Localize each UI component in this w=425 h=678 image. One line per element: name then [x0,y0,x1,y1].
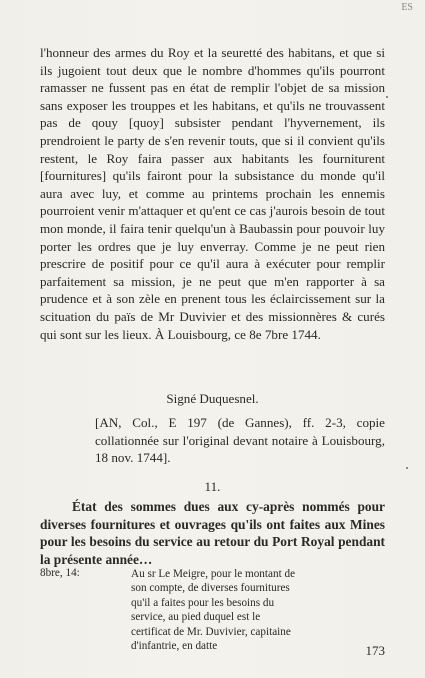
section-number: 11. [204,479,221,494]
archival-source-note: [AN, Col., E 197 (de Gannes), ff. 2-3, copie collationnée sur l'original devant notaire à Louisbourg, 18 nov. 1744]. [95,415,385,466]
letter-body-paragraph: l'honneur des armes du Roy et la seuretté des habitans, et que si ils jugoient tout deux que le nombre d'hommes qu'ils pourront ramasser ne fussent pas en état de remplir l'objet de sa mission sans exposer les trouppes et les habitans, et qu'ils ne trouvassent pas de qouy [quoy] subsister pendant l'hyvernement, ils prendroient le party de s'en revenir touts, que si il convient qu'ils restent, le Roy faira passer aux habitants les fourniturent [fournitures] qu'ils fairont pour la subsistance du monde qu'il aura avec luy, et comme au printems prochain les ennemis pourroient venir m'attaquer et qu'ent ce cas j'aurois besoin de tout mon monde, il faira tenir quelqu'un à Baubassin pour pouvoir luy porter les ordres que je luy enverray. Comme je ne peut rien prescrire de positif pour ce qu'il aura à exécuter pour remplir parfaitement sa mission, je ne peut que m'en rapporter à sa prudence et à son zèle en prenent tous les éclaircissement sur la scituation du païs de Mr Duvivier et des missionnères & curés qui sont sur les lieux. À Louisbourg, ce 8e 7bre 1744. [40,45,385,342]
paper-speck [406,467,408,469]
running-head: ES [401,2,413,13]
page-number: 173 [365,643,385,658]
entry-text: Au sr Le Meigre, pour le montant de son compte, de diverses fournitures qu'il a faites pour les besoins du service, au pied duquel est le certificat de Mr. Duvivier, capitaine d'infantrie, en datte [131,568,296,653]
signature-line: Signé Duquesnel. [166,391,259,406]
paper-speck [386,96,388,98]
section-heading: État des sommes dues aux cy-après nommés pour diverses fournitures et ouvrages qu'ils ont faites aux Mines pour les besoins du service au retour du Port Royal pendant la présente année… [40,499,385,567]
entry-date: 8bre, 14: [40,567,80,579]
